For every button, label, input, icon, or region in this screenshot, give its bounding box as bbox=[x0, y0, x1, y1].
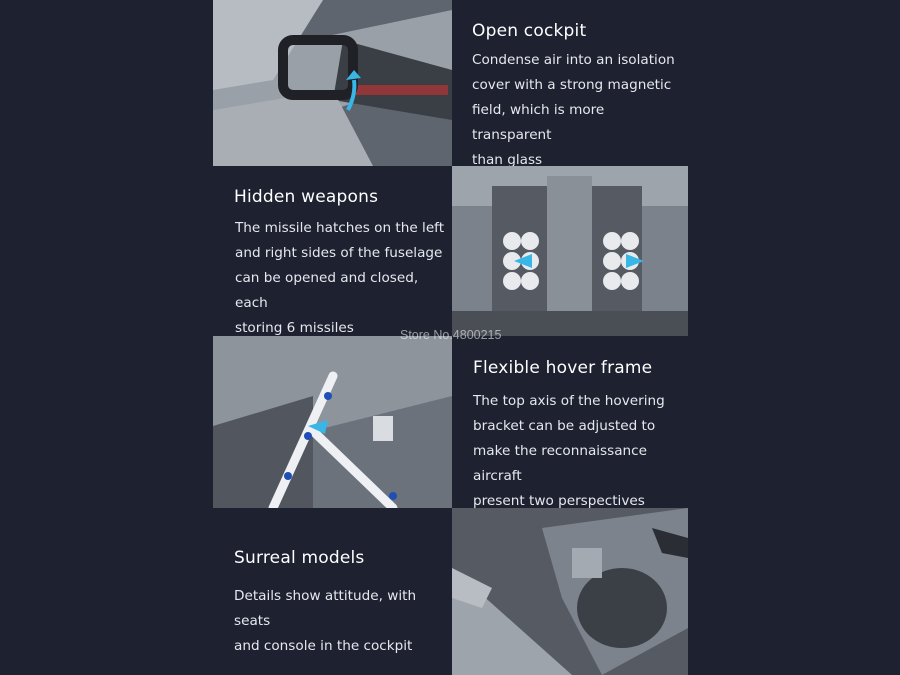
hover-frame-section bbox=[452, 336, 688, 508]
section-description: Details show attitude, with seats and console in the cockpit bbox=[234, 588, 417, 654]
section-description: Condense air into an isolation cover with a strong magnetic field, which is more transparent than glass bbox=[472, 52, 675, 166]
surreal-models-section bbox=[213, 508, 452, 675]
section-description: The top axis of the hovering bracket can be adjusted to make the reconnaissance aircraft present two perspectives bbox=[473, 393, 665, 508]
section-description: The missile hatches on the left and right sides of the fuselage can be opened and closed, each storing 6 missiles bbox=[235, 220, 445, 336]
hidden-weapons-section bbox=[213, 166, 452, 336]
store-watermark: Store No.4800215 bbox=[400, 328, 502, 342]
hover-frame-photo bbox=[213, 336, 452, 508]
section-title: Hidden weapons bbox=[234, 187, 379, 207]
section-title: Surreal models bbox=[234, 548, 365, 568]
missile-hatch-photo bbox=[452, 166, 688, 336]
section-title: Flexible hover frame bbox=[473, 358, 653, 378]
open-cockpit-section bbox=[452, 0, 688, 166]
cockpit-photo bbox=[213, 0, 452, 166]
section-title: Open cockpit bbox=[472, 21, 587, 41]
cockpit-detail-photo bbox=[452, 508, 688, 675]
